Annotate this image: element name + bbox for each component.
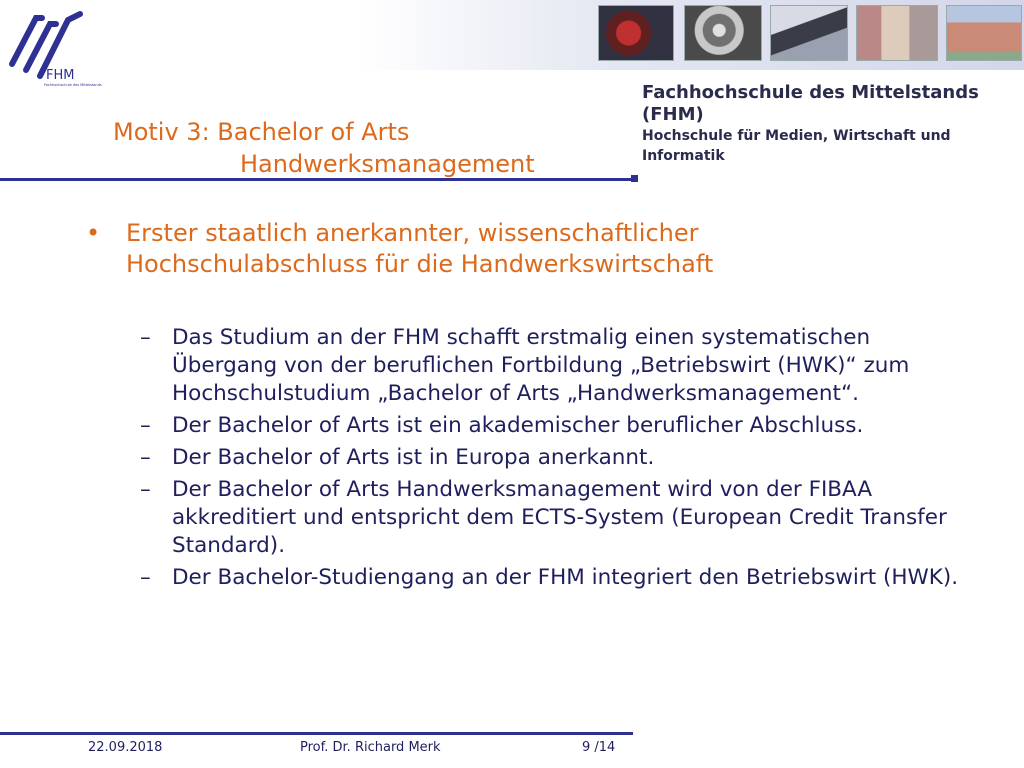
footer-page-number: 9 /14 bbox=[582, 740, 616, 755]
main-bullet bbox=[86, 218, 846, 280]
dash-icon: – bbox=[140, 413, 151, 438]
sub-bullet-item bbox=[140, 444, 960, 472]
film-reel-photo bbox=[684, 5, 762, 61]
main-bullet-text: Erster staatlich anerkannter, wissenschaftlicher Hochschulabschluss für die Handwerkswirtschaft bbox=[126, 219, 714, 278]
sub-bullet-item bbox=[140, 412, 960, 440]
footer-divider bbox=[0, 732, 633, 735]
title-divider bbox=[0, 178, 633, 181]
dash-icon: – bbox=[140, 477, 151, 502]
fhm-logo bbox=[6, 6, 102, 88]
school-name bbox=[642, 82, 1022, 166]
title-divider-dot bbox=[631, 175, 638, 182]
sub-bullet-text: Der Bachelor-Studiengang an der FHM integriert den Betriebswirt (HWK). bbox=[172, 565, 959, 590]
slide-title bbox=[113, 116, 535, 180]
footer-date: 22.09.2018 bbox=[88, 740, 163, 755]
footer-author: Prof. Dr. Richard Merk bbox=[300, 740, 441, 755]
dash-icon: – bbox=[140, 565, 151, 590]
building-photo bbox=[946, 5, 1022, 61]
laptop-photo bbox=[770, 5, 848, 61]
school-name-line1: Fachhochschule des Mittelstands (FHM) bbox=[642, 82, 979, 125]
students-photo bbox=[856, 5, 938, 61]
logo-subtext: Fachhochschule des Mittelstands bbox=[44, 83, 102, 87]
slide-title-line2: Handwerksmanagement bbox=[240, 150, 535, 178]
sub-bullet-text: Der Bachelor of Arts ist in Europa anerkannt. bbox=[172, 445, 655, 470]
sub-bullet-text: Das Studium an der FHM schafft erstmalig einen systematischen Übergang von der beruflichen Fortbildung „Betriebswirt (HWK)“ zum Hochschulstudium „Bachelor of Arts „Handwerksmanagement“. bbox=[172, 325, 910, 406]
sub-bullet-text: Der Bachelor of Arts ist ein akademischer beruflicher Abschluss. bbox=[172, 413, 864, 438]
school-name-line2: Hochschule für Medien, Wirtschaft und Informatik bbox=[642, 128, 951, 164]
sub-bullet-item bbox=[140, 476, 960, 560]
sub-bullet-item bbox=[140, 564, 960, 592]
bullet-icon: • bbox=[86, 219, 101, 247]
sub-bullet-item bbox=[140, 324, 960, 408]
slide-title-line1: Motiv 3: Bachelor of Arts bbox=[113, 118, 410, 146]
sub-bullet-list bbox=[140, 324, 960, 596]
dash-icon: – bbox=[140, 445, 151, 470]
dash-icon: – bbox=[140, 325, 151, 350]
gears-photo bbox=[598, 5, 674, 61]
logo-text: FHM bbox=[46, 68, 75, 83]
sub-bullet-text: Der Bachelor of Arts Handwerksmanagement wird von der FIBAA akkreditiert und entspricht dem ECTS-System (European Credit Transfer Standard). bbox=[172, 477, 947, 558]
